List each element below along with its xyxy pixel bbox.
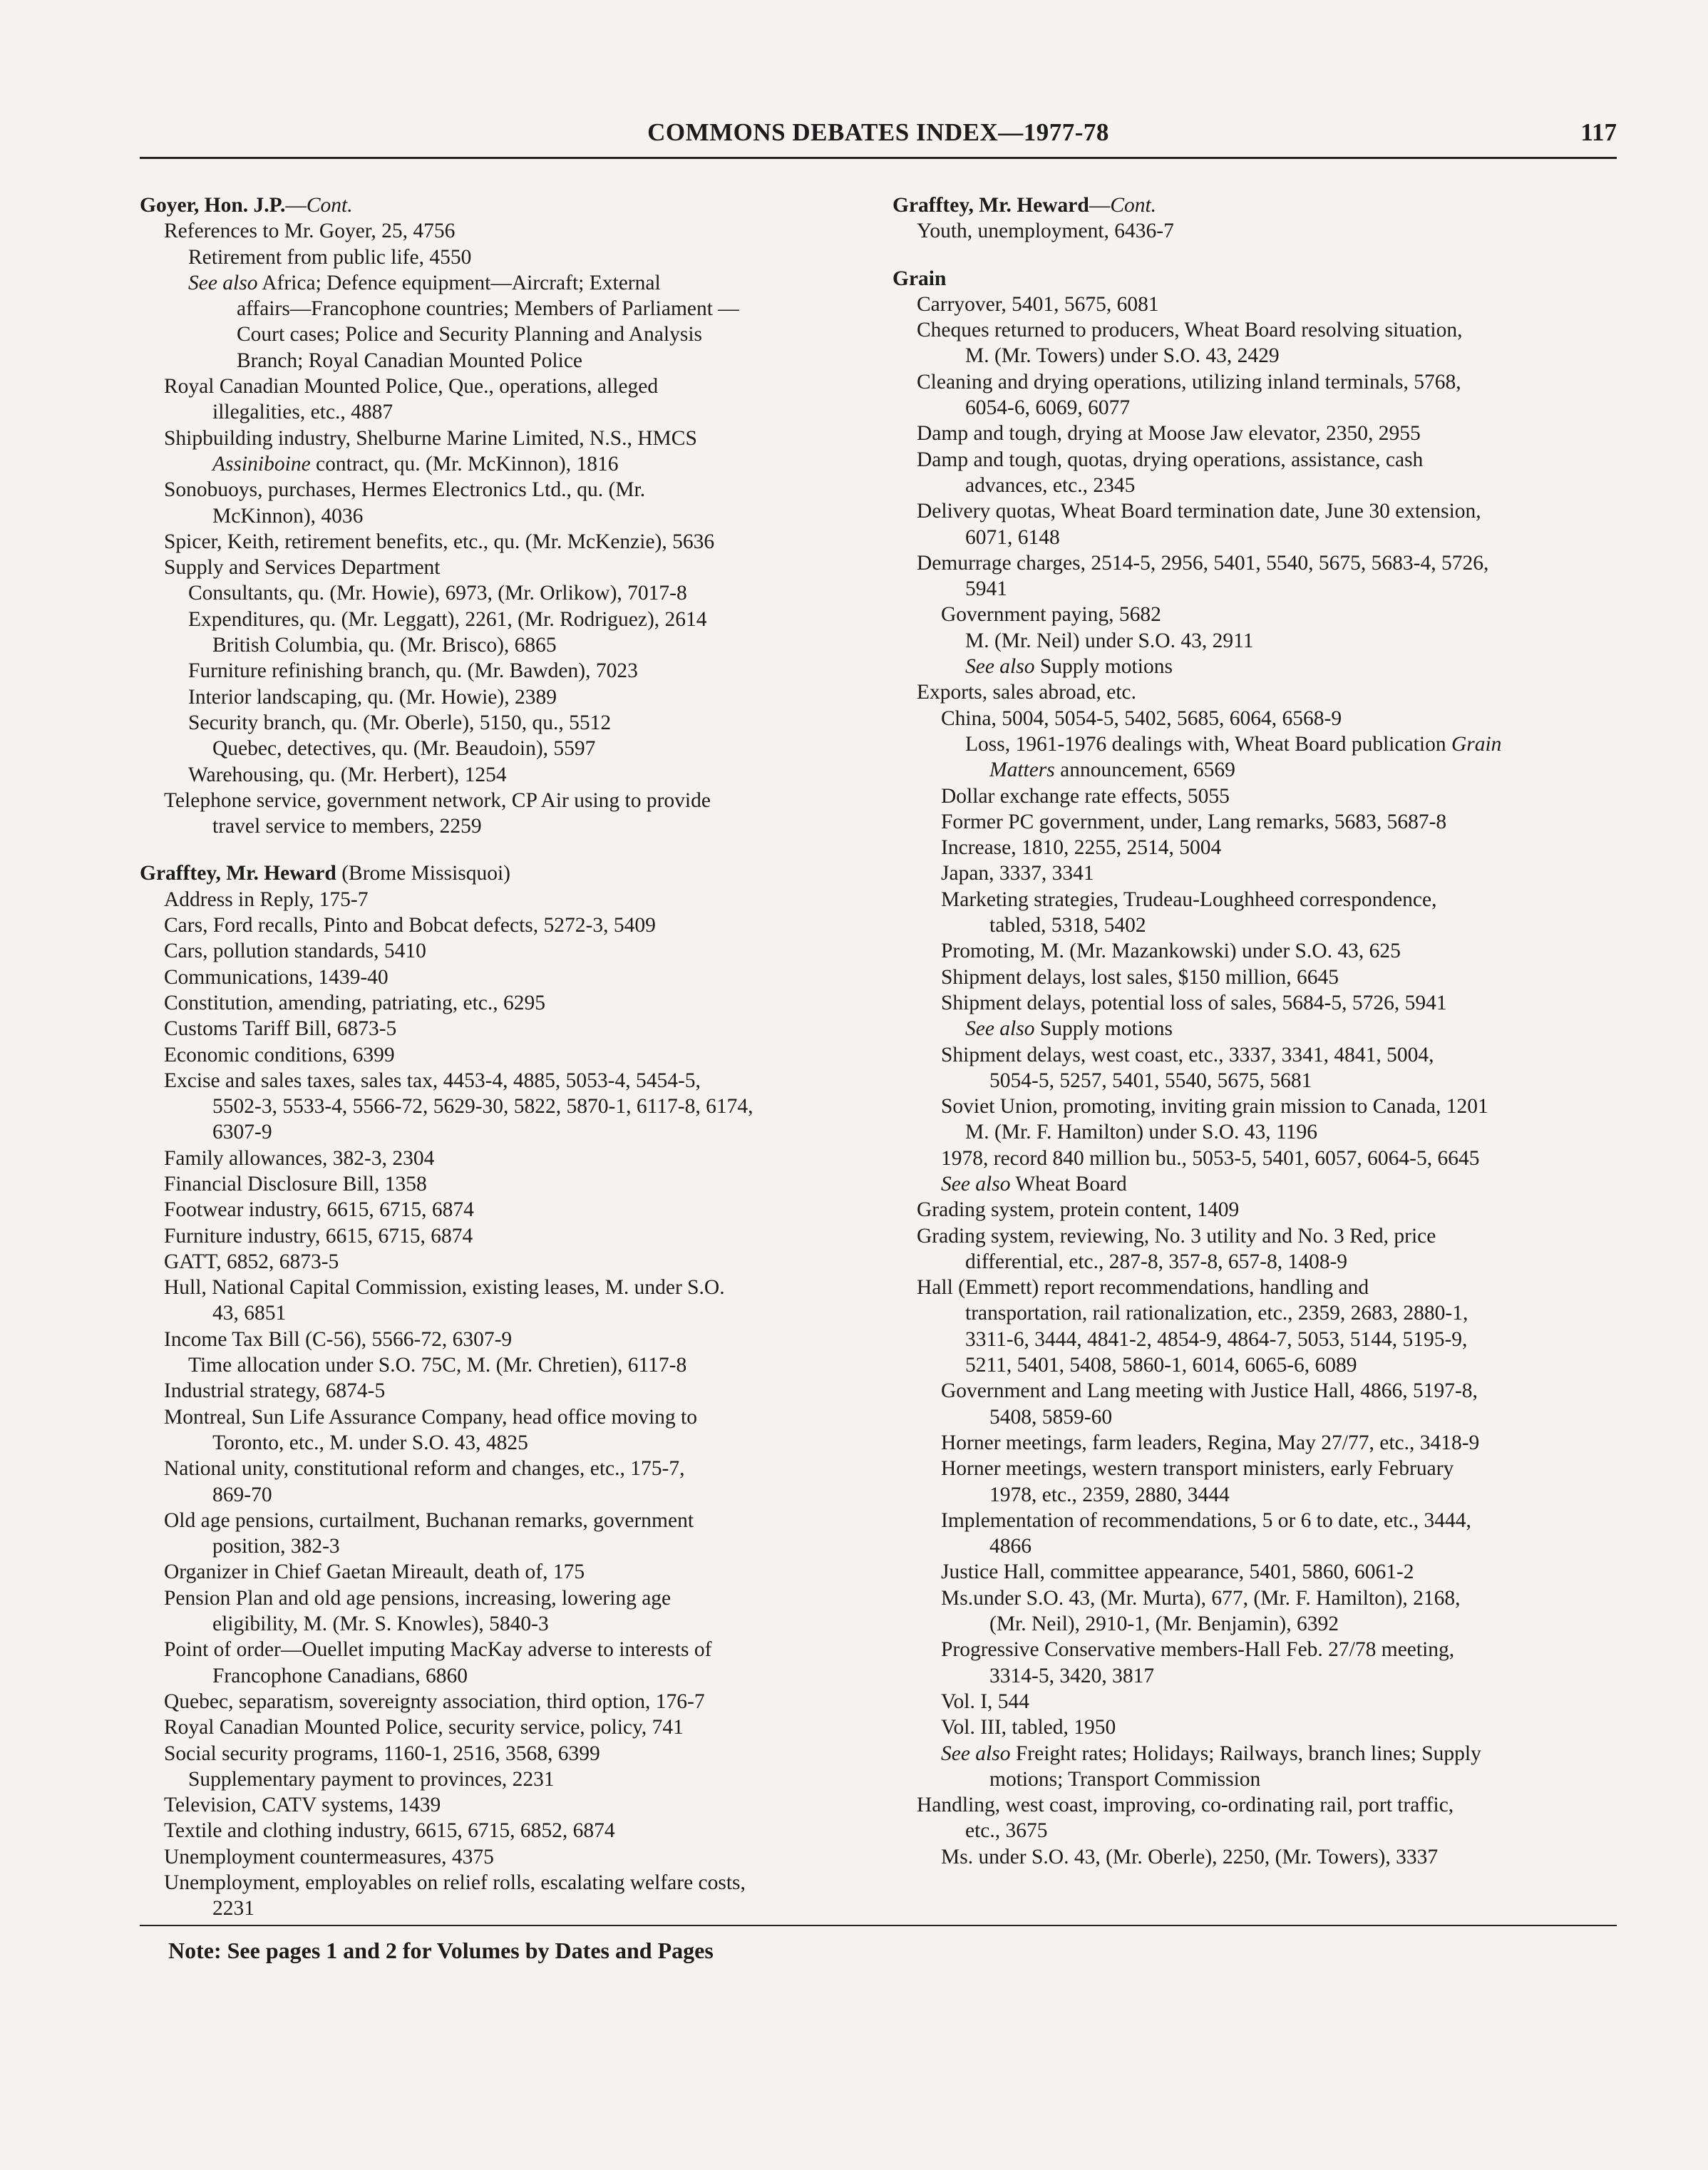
index-entry-line	[892, 990, 1617, 1016]
entry-text: Demurrage charges, 2514-5, 2956, 5401, 5540, 5675, 5683-4, 5726,	[917, 551, 1489, 575]
index-entry-line	[140, 1300, 860, 1326]
entry-text: 1978, etc., 2359, 2880, 3444	[989, 1483, 1230, 1506]
entry-text: Government paying, 5682	[941, 603, 1161, 627]
entry-text: Address in Reply, 175-7	[164, 888, 369, 911]
entry-text: Constitution, amending, patriating, etc., 6295	[164, 991, 546, 1014]
entry-text: Government and Lang meeting with Justice Hall, 4866, 5197-8,	[941, 1379, 1478, 1403]
entry-text: Grafftey, Mr. Heward	[140, 862, 336, 885]
entry-text: —	[1089, 194, 1111, 217]
entry-text: Branch; Royal Canadian Mounted Police	[237, 349, 583, 372]
index-entry-line	[140, 1171, 860, 1197]
index-entry-line	[892, 912, 1617, 938]
index-entry-line	[892, 525, 1617, 550]
index-entry-line	[140, 1456, 860, 1481]
index-entry-line	[892, 1637, 1617, 1662]
index-entry-line	[140, 658, 860, 684]
index-entry-line	[892, 1249, 1617, 1275]
entry-text: See also	[941, 1742, 1011, 1765]
entry-text: 6054-6, 6069, 6077	[965, 396, 1131, 420]
entry-text: Sonobuoys, purchases, Hermes Electronics Ltd., qu. (Mr.	[164, 478, 646, 502]
index-entry-line	[140, 887, 860, 912]
index-entry-line	[140, 296, 860, 322]
index-entry-line	[140, 580, 860, 606]
index-entry-line	[140, 374, 860, 399]
index-entry-line	[892, 1689, 1617, 1714]
index-entry-line	[892, 317, 1617, 343]
index-entry-line	[892, 1378, 1617, 1404]
index-entry-line	[892, 1430, 1617, 1456]
entry-text: illegalities, etc., 4887	[212, 401, 393, 424]
entry-text: Spicer, Keith, retirement benefits, etc., qu. (Mr. McKenzie), 5636	[164, 530, 715, 553]
entry-text: China, 5004, 5054-5, 5402, 5685, 6064, 6568-9	[941, 706, 1342, 730]
index-entry-line	[892, 550, 1617, 576]
index-entry-line	[140, 1508, 860, 1533]
footer-rule	[140, 1925, 1617, 1926]
entry-text: British Columbia, qu. (Mr. Brisco), 6865	[212, 634, 557, 657]
index-entry-line	[892, 576, 1617, 602]
page-title: COMMONS DEBATES INDEX—1977-78	[647, 118, 1109, 146]
entry-text: contract, qu. (Mr. McKinnon), 1816	[310, 452, 619, 475]
entry-text: Grain	[892, 267, 947, 290]
index-heading	[140, 860, 860, 886]
index-entry-line	[140, 1016, 860, 1042]
index-entry-line	[892, 292, 1617, 317]
index-entry-line	[892, 783, 1617, 809]
entry-text: Time allocation under S.O. 75C, M. (Mr. Chretien), 6117-8	[188, 1354, 687, 1377]
index-entry-line	[140, 477, 860, 503]
entry-gap	[892, 245, 1617, 266]
entry-text: Former PC government, under, Lang remarks, 5683, 5687-8	[941, 810, 1447, 833]
entry-text: Supplementary payment to provinces, 2231	[188, 1767, 555, 1791]
entry-text: Promoting, M. (Mr. Mazankowski) under S.O. 43, 625	[941, 940, 1401, 963]
entry-text: Africa; Defence equipment—Aircraft; External	[257, 271, 661, 294]
entry-text: Dollar exchange rate effects, 5055	[941, 784, 1230, 808]
entry-text: See also	[965, 655, 1035, 679]
entry-text: Grain	[1451, 732, 1502, 756]
entry-text: Textile and clothing industry, 6615, 6715, 6852, 6874	[164, 1819, 615, 1843]
index-entry-line	[140, 710, 860, 736]
index-entry-line	[140, 503, 860, 529]
index-entry-line	[892, 706, 1617, 731]
index-entry-line	[892, 757, 1617, 783]
index-entry-line	[892, 421, 1617, 446]
index-entry-line	[892, 1197, 1617, 1223]
index-entry-line	[140, 1094, 860, 1119]
index-entry-line	[892, 1068, 1617, 1094]
entry-text: Unemployment countermeasures, 4375	[164, 1845, 494, 1868]
index-entry-line	[892, 1404, 1617, 1430]
entry-text: References to Mr. Goyer, 25, 4756	[164, 220, 456, 243]
index-entry-line	[140, 1352, 860, 1378]
entry-text: Handling, west coast, improving, co-ordinating rail, port traffic,	[917, 1794, 1454, 1817]
entry-text: Delivery quotas, Wheat Board termination date, June 30 extension,	[917, 500, 1481, 523]
entry-text: Cont.	[1110, 194, 1157, 217]
entry-text: Unemployment, employables on relief rolls, escalating welfare costs,	[164, 1871, 746, 1894]
entry-text: Court cases; Police and Security Planning and Analysis	[237, 323, 703, 346]
entry-text: Telephone service, government network, CP Air using to provide	[164, 788, 711, 812]
entry-text: See also	[188, 271, 258, 294]
entry-text: McKinnon), 4036	[212, 504, 364, 528]
entry-text: Cheques returned to producers, Wheat Board resolving situation,	[917, 319, 1463, 342]
entry-text: Marketing strategies, Trudeau-Loughheed correspondence,	[941, 888, 1437, 911]
index-entry-line	[140, 1327, 860, 1352]
entry-text: (Mr. Neil), 2910-1, (Mr. Benjamin), 6392	[989, 1613, 1339, 1636]
index-entry-line	[892, 1482, 1617, 1508]
entry-text: Loss, 1961-1976 dealings with, Wheat Board publication	[965, 732, 1451, 756]
index-entry-line	[140, 938, 860, 964]
index-entry-line	[892, 1352, 1617, 1378]
index-entry-line	[892, 1714, 1617, 1740]
index-entry-line	[140, 607, 860, 632]
index-entry-line	[892, 1327, 1617, 1352]
entry-text: travel service to members, 2259	[212, 815, 482, 838]
index-entry-line	[140, 218, 860, 244]
entry-text: Ms. under S.O. 43, (Mr. Oberle), 2250, (Mr. Towers), 3337	[941, 1845, 1439, 1868]
entry-text: Justice Hall, committee appearance, 5401, 5860, 6061-2	[941, 1560, 1414, 1584]
entry-text: See also	[965, 1017, 1035, 1041]
index-entry-line	[892, 1223, 1617, 1249]
entry-text: Retirement from public life, 4550	[188, 245, 472, 269]
entry-text: Horner meetings, western transport ministers, early February	[941, 1457, 1454, 1481]
index-entry-line	[140, 1119, 860, 1145]
index-entry-line	[140, 1896, 860, 1921]
index-entry-line	[140, 1870, 860, 1896]
entry-text: Assiniboine	[212, 452, 311, 475]
index-entry-line	[892, 395, 1617, 421]
index-entry-line	[892, 1146, 1617, 1171]
index-entry-line	[140, 1068, 860, 1094]
index-entry-line	[140, 1404, 860, 1430]
entry-text: Point of order—Ouellet imputing MacKay adverse to interests of	[164, 1638, 712, 1662]
entry-text: affairs—Francophone countries; Members of Parliament —	[237, 297, 739, 321]
entry-text: Implementation of recommendations, 5 or 6 to date, etc., 3444,	[941, 1508, 1471, 1532]
index-entry-line	[892, 809, 1617, 835]
entry-text: Industrial strategy, 6874-5	[164, 1379, 386, 1403]
index-entry-line	[140, 912, 860, 938]
entry-text: Consultants, qu. (Mr. Howie), 6973, (Mr. Orlikow), 7017-8	[188, 582, 687, 605]
index-entry-line	[140, 1482, 860, 1508]
index-entry-line	[140, 1844, 860, 1870]
index-entry-line	[892, 1300, 1617, 1326]
index-entry-line	[140, 684, 860, 710]
entry-text: Royal Canadian Mounted Police, Que., operations, alleged	[164, 375, 659, 398]
entry-text: Cars, Ford recalls, Pinto and Bobcat defects, 5272-3, 5409	[164, 914, 656, 937]
entry-text: differential, etc., 287-8, 357-8, 657-8, 1408-9	[965, 1250, 1348, 1273]
index-entry-line	[140, 1767, 860, 1792]
index-entry-line	[140, 1430, 860, 1456]
index-entry-line	[892, 1767, 1617, 1792]
index-heading	[892, 266, 1617, 292]
entry-text: motions; Transport Commission	[989, 1767, 1261, 1791]
entry-text: position, 382-3	[212, 1535, 340, 1558]
entry-text: Cont.	[306, 194, 353, 217]
index-entry-line	[892, 498, 1617, 524]
index-entry-line	[892, 1663, 1617, 1689]
index-entry-line	[892, 1508, 1617, 1533]
entry-text: Damp and tough, quotas, drying operations, assistance, cash	[917, 448, 1424, 471]
index-entry-line	[892, 1741, 1617, 1767]
entry-text: Quebec, detectives, qu. (Mr. Beaudoin), 5597	[212, 737, 596, 761]
entry-text: Supply motions	[1034, 1017, 1173, 1041]
entry-text: 4866	[989, 1535, 1032, 1558]
entry-text: —	[285, 194, 307, 217]
index-entry-line	[892, 731, 1617, 757]
entry-text: Old age pensions, curtailment, Buchanan remarks, government	[164, 1508, 694, 1532]
index-entry-line	[892, 1818, 1617, 1844]
index-entry-line	[892, 835, 1617, 860]
entry-text: Vol. I, 544	[941, 1690, 1030, 1713]
index-entry-line	[892, 1611, 1617, 1637]
entry-text: Goyer, Hon. J.P.	[140, 194, 286, 217]
index-entry-line	[140, 1585, 860, 1611]
entry-text: Ms.under S.O. 43, (Mr. Murta), 677, (Mr. F. Hamilton), 2168,	[941, 1586, 1461, 1610]
entry-text: etc., 3675	[965, 1819, 1048, 1843]
entry-text: Family allowances, 382-3, 2304	[164, 1146, 435, 1170]
index-entry-line	[892, 369, 1617, 395]
index-entry-line	[892, 343, 1617, 369]
index-entry-line	[892, 1094, 1617, 1119]
entry-text: Communications, 1439-40	[164, 965, 389, 989]
index-entry-line	[140, 1714, 860, 1740]
index-entry-line	[140, 1611, 860, 1637]
entry-text: 3314-5, 3420, 3817	[989, 1664, 1155, 1687]
entry-text: Exports, sales abroad, etc.	[917, 681, 1137, 704]
page-header	[140, 117, 1617, 159]
index-entry-line	[892, 654, 1617, 679]
entry-text: Matters	[989, 759, 1055, 782]
entry-text: Supply and Services Department	[164, 556, 441, 580]
index-entry-line	[140, 1689, 860, 1714]
index-entry-line	[140, 1042, 860, 1068]
index-entry-line	[140, 1223, 860, 1249]
entry-text: 5408, 5859-60	[989, 1405, 1113, 1429]
index-entry-line	[892, 1559, 1617, 1585]
entry-text: Horner meetings, farm leaders, Regina, May 27/77, etc., 3418-9	[941, 1431, 1480, 1454]
right-index-column	[892, 192, 1617, 1870]
index-entry-line	[140, 426, 860, 451]
index-entry-line	[140, 1533, 860, 1559]
entry-text: Hall (Emmett) report recommendations, handling and	[917, 1276, 1369, 1300]
entry-text: National unity, constitutional reform and changes, etc., 175-7,	[164, 1457, 685, 1481]
entry-text: Economic conditions, 6399	[164, 1043, 395, 1066]
entry-text: Japan, 3337, 3341	[941, 862, 1094, 885]
entry-text: Warehousing, qu. (Mr. Herbert), 1254	[188, 763, 507, 786]
index-entry-line	[140, 1637, 860, 1662]
footer-note: Note: See pages 1 and 2 for Volumes by Dates and Pages	[168, 1938, 714, 1963]
entry-text: Cars, pollution standards, 5410	[164, 940, 426, 963]
index-entry-line	[140, 322, 860, 347]
index-entry-line	[892, 1585, 1617, 1611]
index-heading	[892, 192, 1617, 218]
index-entry-line	[140, 1559, 860, 1585]
index-entry-line	[892, 1844, 1617, 1870]
entry-text: Royal Canadian Mounted Police, security service, policy, 741	[164, 1716, 684, 1739]
index-entry-line	[140, 965, 860, 990]
entry-text: Furniture industry, 6615, 6715, 6874	[164, 1224, 473, 1248]
index-entry-line	[140, 632, 860, 658]
index-entry-line	[892, 602, 1617, 627]
index-entry-line	[892, 1792, 1617, 1818]
entry-text: Damp and tough, drying at Moose Jaw elevator, 2350, 2955	[917, 422, 1421, 446]
index-entry-line	[892, 965, 1617, 990]
index-entry-line	[140, 736, 860, 761]
index-entry-line	[892, 473, 1617, 498]
index-entry-line	[140, 555, 860, 580]
entry-text: Montreal, Sun Life Assurance Company, head office moving to	[164, 1405, 697, 1429]
index-entry-line	[140, 1792, 860, 1818]
index-entry-line	[140, 245, 860, 270]
entry-text: 6307-9	[212, 1121, 272, 1144]
entry-text: Carryover, 5401, 5675, 6081	[917, 292, 1159, 316]
left-index-column	[140, 192, 860, 1922]
entry-text: Quebec, separatism, sovereignty association, third option, 176-7	[164, 1690, 705, 1713]
entry-text: Toronto, etc., M. under S.O. 43, 4825	[212, 1431, 528, 1454]
index-entry-line	[140, 1146, 860, 1171]
entry-text: tabled, 5318, 5402	[989, 914, 1146, 937]
entry-text: Organizer in Chief Gaetan Mireault, death of, 175	[164, 1560, 585, 1584]
entry-text: Grading system, reviewing, No. 3 utility and No. 3 Red, price	[917, 1224, 1436, 1248]
entry-text: Social security programs, 1160-1, 2516, 3568, 6399	[164, 1742, 600, 1765]
entry-text: Youth, unemployment, 6436-7	[917, 220, 1174, 243]
index-entry-line	[140, 1275, 860, 1300]
entry-text: Shipbuilding industry, Shelburne Marine Limited, N.S., HMCS	[164, 426, 697, 450]
entry-text: Shipment delays, potential loss of sales, 5684-5, 5726, 5941	[941, 991, 1447, 1014]
index-entry-line	[140, 1378, 860, 1404]
index-entry-line	[140, 1197, 860, 1223]
index-entry-line	[140, 1663, 860, 1689]
entry-gap	[140, 839, 860, 860]
entry-text: Income Tax Bill (C-56), 5566-72, 6307-9	[164, 1327, 513, 1351]
entry-text: Financial Disclosure Bill, 1358	[164, 1172, 427, 1195]
entry-text: Francophone Canadians, 6860	[212, 1664, 468, 1687]
index-entry-line	[892, 218, 1617, 244]
index-entry-line	[892, 1171, 1617, 1197]
index-entry-line	[892, 860, 1617, 886]
entry-text: Interior landscaping, qu. (Mr. Howie), 2389	[188, 685, 557, 709]
entry-text: M. (Mr. Neil) under S.O. 43, 2911	[965, 629, 1254, 652]
index-entry-line	[140, 270, 860, 296]
entry-text: M. (Mr. Towers) under S.O. 43, 2429	[965, 344, 1280, 368]
entry-text: Increase, 1810, 2255, 2514, 5004	[941, 836, 1222, 860]
entry-text: Wheat Board	[1010, 1172, 1127, 1195]
entry-text: 5211, 5401, 5408, 5860-1, 6014, 6065-6, 6089	[965, 1354, 1357, 1377]
index-entry-line	[140, 813, 860, 839]
index-entry-line	[892, 1456, 1617, 1481]
entry-text: 2231	[212, 1897, 254, 1920]
entry-text: transportation, rail rationalization, etc., 2359, 2683, 2880-1,	[965, 1302, 1468, 1325]
index-entry-line	[140, 990, 860, 1016]
entry-text: Television, CATV systems, 1439	[164, 1794, 441, 1817]
entry-text: Excise and sales taxes, sales tax, 4453-4, 4885, 5053-4, 5454-5,	[164, 1069, 701, 1092]
entry-text: announcement, 6569	[1054, 759, 1235, 782]
entry-text: Hull, National Capital Commission, existing leases, M. under S.O.	[164, 1276, 725, 1300]
index-entry-line	[140, 348, 860, 374]
index-entry-line	[892, 679, 1617, 705]
index-entry-line	[892, 1042, 1617, 1068]
entry-text: advances, etc., 2345	[965, 473, 1136, 497]
index-entry-line	[892, 1275, 1617, 1300]
index-entry-line	[892, 887, 1617, 912]
index-entry-line	[140, 1741, 860, 1767]
entry-text: Security branch, qu. (Mr. Oberle), 5150, qu., 5512	[188, 711, 612, 734]
entry-text: Customs Tariff Bill, 6873-5	[164, 1017, 397, 1041]
index-entry-line	[140, 762, 860, 788]
index-entry-line	[140, 1249, 860, 1275]
index-entry-line	[892, 447, 1617, 473]
entry-text: 43, 6851	[212, 1302, 287, 1325]
index-entry-line	[140, 788, 860, 813]
entry-text: Cleaning and drying operations, utilizing inland terminals, 5768,	[917, 370, 1461, 394]
entry-text: 869-70	[212, 1483, 272, 1506]
entry-text: 5502-3, 5533-4, 5566-72, 5629-30, 5822, 5870-1, 6117-8, 6174,	[212, 1095, 753, 1119]
index-entry-line	[892, 628, 1617, 654]
page-number: 117	[1580, 118, 1617, 146]
entry-text: (Brome Missisquoi)	[336, 862, 511, 885]
entry-text: Pension Plan and old age pensions, increasing, lowering age	[164, 1586, 672, 1610]
index-entry-line	[892, 1119, 1617, 1145]
entry-text: Expenditures, qu. (Mr. Leggatt), 2261, (Mr. Rodriguez), 2614	[188, 607, 707, 631]
index-entry-line	[140, 399, 860, 425]
entry-text: M. (Mr. F. Hamilton) under S.O. 43, 1196	[965, 1121, 1317, 1144]
entry-text: 5941	[965, 577, 1007, 601]
entry-text: Furniture refinishing branch, qu. (Mr. Bawden), 7023	[188, 659, 638, 683]
entry-text: eligibility, M. (Mr. S. Knowles), 5840-3	[212, 1613, 549, 1636]
entry-text: GATT, 6852, 6873-5	[164, 1250, 339, 1273]
entry-text: See also	[941, 1172, 1011, 1195]
entry-text: Shipment delays, west coast, etc., 3337, 3341, 4841, 5004,	[941, 1043, 1434, 1066]
entry-text: Shipment delays, lost sales, $150 million, 6645	[941, 965, 1339, 989]
index-entry-line	[892, 938, 1617, 964]
entry-text: Soviet Union, promoting, inviting grain mission to Canada, 1201	[941, 1095, 1488, 1119]
index-entry-line	[892, 1533, 1617, 1559]
index-entry-line	[140, 451, 860, 477]
entry-text: Freight rates; Holidays; Railways, branch lines; Supply	[1010, 1742, 1481, 1765]
entry-text: 1978, record 840 million bu., 5053-5, 5401, 6057, 6064-5, 6645	[941, 1146, 1480, 1170]
index-entry-line	[892, 1016, 1617, 1042]
index-entry-line	[140, 529, 860, 555]
entry-text: Grading system, protein content, 1409	[917, 1198, 1240, 1222]
entry-text: Supply motions	[1034, 655, 1173, 679]
index-heading	[140, 192, 860, 218]
entry-text: Vol. III, tabled, 1950	[941, 1716, 1116, 1739]
entry-text: 5054-5, 5257, 5401, 5540, 5675, 5681	[989, 1069, 1312, 1092]
index-entry-line	[140, 1818, 860, 1844]
entry-text: Grafftey, Mr. Heward	[892, 194, 1089, 217]
entry-text: Progressive Conservative members-Hall Feb. 27/78 meeting,	[941, 1638, 1455, 1662]
entry-text: 6071, 6148	[965, 525, 1060, 549]
entry-text: 3311-6, 3444, 4841-2, 4854-9, 4864-7, 5053, 5144, 5195-9,	[965, 1327, 1468, 1351]
entry-text: Footwear industry, 6615, 6715, 6874	[164, 1198, 474, 1222]
